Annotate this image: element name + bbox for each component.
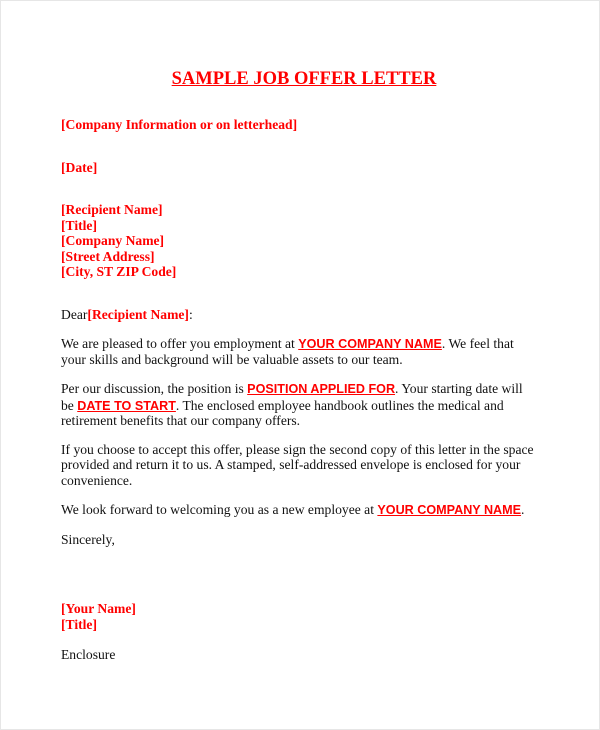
enclosure-note: Enclosure	[61, 647, 116, 662]
paragraph-4	[61, 502, 524, 518]
text: .	[521, 502, 525, 517]
signature-title: [Title]	[61, 617, 97, 632]
paragraph-3-line-3: convenience.	[61, 473, 133, 488]
recipient-street: [Street Address]	[61, 248, 155, 264]
recipient-title: [Title]	[61, 217, 97, 233]
paragraph-2-line-2	[61, 398, 504, 414]
paragraph-3-line-1: If you choose to accept this offer, please sign the second copy of this letter in the space	[61, 442, 534, 457]
paragraph-3-line-2: provided and return it to us. A stamped, self-addressed envelope is enclosed for your	[61, 457, 521, 472]
text: We look forward to welcoming you as a new employee at	[61, 502, 378, 517]
paragraph-2-line-3: retirement benefits that our company offers.	[61, 413, 301, 428]
text: . We feel that	[441, 336, 514, 351]
signature-name: [Your Name]	[61, 601, 136, 616]
company-info-placeholder: [Company Information or on letterhead]	[61, 117, 298, 132]
letter-title: SAMPLE JOB OFFER LETTER	[171, 69, 437, 89]
company-name-placeholder: YOUR COMPANY NAME	[377, 503, 522, 517]
salutation	[61, 307, 193, 323]
salutation-name: [Recipient Name]	[87, 307, 189, 322]
text: . Your starting date will	[395, 381, 523, 396]
recipient-name: [Recipient Name]	[61, 202, 163, 217]
salutation-suffix: :	[188, 307, 193, 322]
date-placeholder: [Date]	[61, 160, 98, 175]
recipient-company: [Company Name]	[61, 233, 165, 248]
text: Per our discussion, the position is	[61, 381, 248, 396]
paragraph-1-line-2: your skills and background will be valuable assets to our team.	[61, 352, 403, 367]
closing: Sincerely,	[61, 532, 115, 547]
start-date-placeholder: DATE TO START	[77, 398, 176, 413]
text: . The enclosed employee handbook outlines the medical and	[175, 397, 504, 413]
text: We are pleased to offer you employment at	[61, 336, 299, 351]
paragraph-1-line-1	[61, 336, 514, 352]
text: be	[61, 397, 78, 413]
position-placeholder: POSITION APPLIED FOR	[247, 382, 396, 396]
salutation-prefix: Dear	[61, 307, 88, 322]
company-name-placeholder: YOUR COMPANY NAME	[298, 337, 442, 351]
paragraph-2-line-1	[61, 381, 523, 397]
recipient-city: [City, ST ZIP Code]	[61, 264, 177, 279]
